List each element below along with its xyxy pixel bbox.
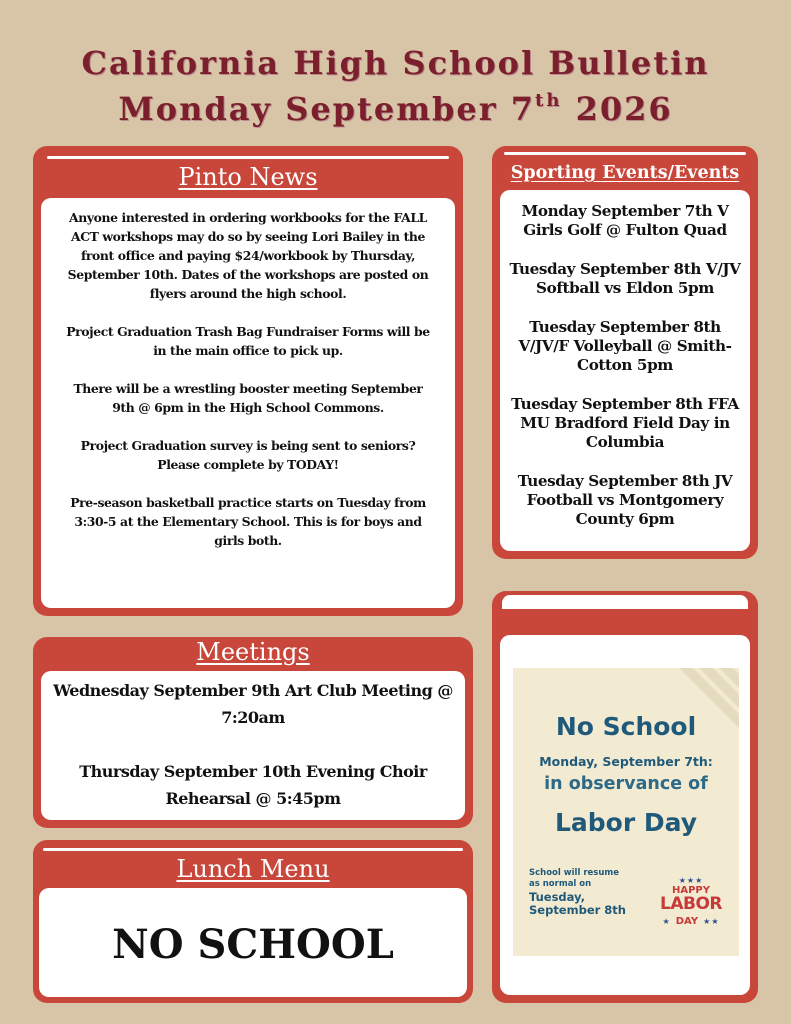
events-panel: [492, 146, 758, 559]
event-item: Monday September 7th V Girls Golf @ Fulton Quad: [521, 202, 729, 239]
badge-day-row: [655, 913, 727, 927]
star-icon: ★★★: [678, 876, 704, 885]
bulletin-date: [0, 82, 791, 128]
lunch-title: Lunch Menu: [176, 855, 330, 883]
bulletin-date-year: 2026: [562, 90, 673, 128]
flyer-resume-full-date: September 8th: [529, 903, 626, 917]
meeting-item: Wednesday September 9th Art Club Meeting @ 7:20am: [53, 681, 453, 727]
lunch-panel: [33, 840, 473, 1003]
event-item: Tuesday September 8th FFA MU Bradford Field Day in Columbia: [511, 395, 739, 451]
flyer-title: No School: [555, 712, 697, 741]
flyer-date: Monday, September 7th:: [539, 754, 713, 769]
pinto-news-title: Pinto News: [178, 163, 318, 191]
flyer-resume-line2: as normal on: [529, 879, 592, 889]
flyer-resume-note: [529, 868, 619, 890]
badge-day: DAY: [675, 916, 699, 927]
happy-labor-day-badge: [655, 876, 727, 927]
meeting-item: Thursday September 10th Evening Choir Rehearsal @ 5:45pm: [79, 762, 427, 808]
flyer-resume-day: Tuesday,: [529, 890, 586, 904]
flyer-resume-date: [529, 891, 626, 917]
meetings-body: [41, 671, 465, 820]
event-item: Tuesday September 8th JV Football vs Montgomery County 6pm: [517, 472, 733, 528]
labor-day-flyer: [513, 668, 739, 956]
meetings-panel: [33, 637, 473, 828]
bulletin-date-suffix: th: [535, 90, 563, 111]
flyer-observance: in observance of: [544, 774, 708, 794]
star-icon: ★: [662, 917, 671, 926]
lunch-rule: [43, 848, 463, 851]
flyer-rule: [502, 595, 748, 609]
lunch-body: [39, 888, 467, 997]
events-title: Sporting Events/Events: [510, 163, 740, 183]
badge-labor: LABOR: [660, 894, 722, 914]
pinto-news-body: [41, 198, 455, 608]
meetings-title: Meetings: [196, 638, 310, 666]
star-icon: ★★: [703, 917, 720, 926]
events-rule: [504, 152, 746, 155]
badge-happy: HAPPY: [671, 885, 710, 896]
bulletin-date-main: Monday September 7: [118, 90, 536, 128]
pinto-news-rule: [47, 156, 449, 159]
flyer-holiday: Labor Day: [554, 808, 698, 837]
flyer-resume-line1: School will resume: [529, 868, 620, 878]
events-body: [500, 190, 750, 551]
news-item: Anyone interested in ordering workbooks for the FALL ACT workshops may do so by seeing Lori Bailey in the front office and paying $24/workbook by Thursday, September 10th. Dates of the workshops are posted on flyers around the high school.: [67, 210, 429, 301]
bulletin-title: California High School Bulletin: [81, 44, 710, 82]
pinto-news-panel: [33, 146, 463, 616]
event-item: Tuesday September 8th V/JV/F Volleyball @ Smith-Cotton 5pm: [518, 318, 732, 374]
news-item: There will be a wrestling booster meeting September 9th @ 6pm in the High School Commons.: [73, 381, 423, 415]
news-item: Project Graduation Trash Bag Fundraiser Forms will be in the main office to pick up.: [66, 324, 430, 358]
news-item: Project Graduation survey is being sent to seniors? Please complete by TODAY!: [80, 438, 416, 472]
lunch-menu-text: NO SCHOOL: [112, 921, 394, 968]
event-item: Tuesday September 8th V/JV Softball vs Eldon 5pm: [509, 260, 741, 297]
bulletin-header: [0, 44, 791, 128]
news-item: Pre-season basketball practice starts on Tuesday from 3:30-5 at the Elementary School. This is for boys and girls both.: [70, 495, 426, 548]
